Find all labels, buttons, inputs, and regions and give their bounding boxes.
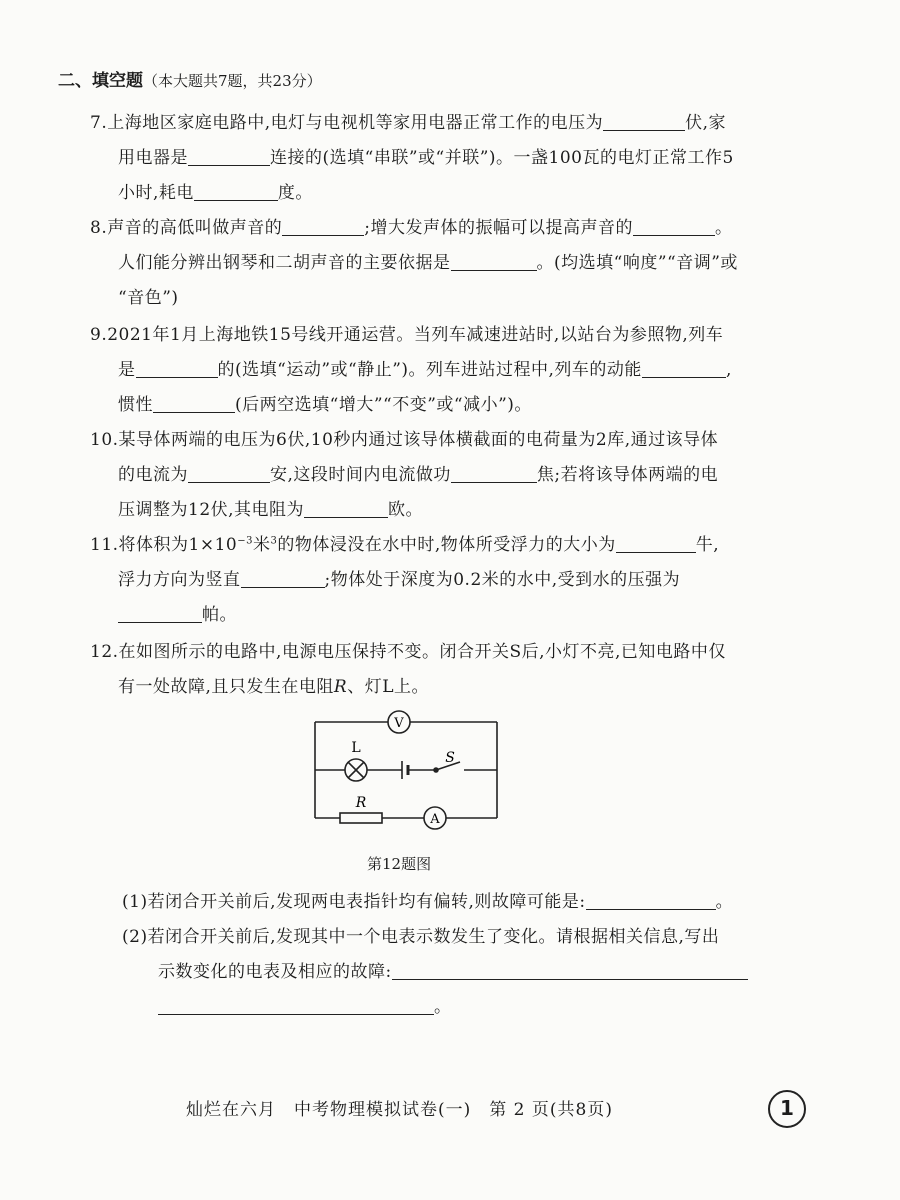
- q7-line-1: [90, 108, 726, 133]
- q12-line-2: [118, 672, 429, 697]
- q8-text: 8.声音的高低叫做声音的: [90, 218, 283, 238]
- q11-blank-2[interactable]: [241, 570, 325, 588]
- q8-text: 人们能分辨出钢琴和二胡声音的主要依据是: [118, 253, 451, 273]
- q11-text: 帕。: [202, 605, 237, 625]
- sub2-text: 。: [434, 997, 452, 1017]
- q11-text: ;物体处于深度为0.2米的水中,受到水的压强为: [324, 570, 681, 590]
- q11-text: 的物体浸没在水中时,物体所受浮力的大小为: [277, 535, 616, 555]
- q7-blank-2[interactable]: [188, 148, 270, 166]
- q12-text: 、灯L上。: [347, 677, 430, 697]
- voltmeter-label: V: [394, 716, 404, 731]
- sub2-line-3: [158, 992, 452, 1017]
- q9-blank-2[interactable]: [642, 360, 726, 378]
- page-footer: 灿烂在六月 中考物理模拟试卷(一) 第 2 页(共8页): [186, 1100, 613, 1120]
- q10-text: 安,这段时间内电流做功: [270, 465, 451, 485]
- q12-line-1: [90, 637, 726, 662]
- figure-caption: 第12题图: [367, 855, 432, 873]
- q7-text: 连接的(选填“串联”或“并联”)。一盏100瓦的电灯正常工作5: [270, 148, 734, 168]
- sub2-text: (2)若闭合开关前后,发现其中一个电表示数发生了变化。请根据相关信息,写出: [122, 927, 720, 947]
- resistor-label: R: [355, 795, 367, 811]
- q7-text: 度。: [277, 183, 313, 203]
- q7-line-3: [118, 178, 313, 203]
- sub2-blank-2[interactable]: [158, 997, 434, 1015]
- switch-label: S: [445, 750, 455, 766]
- q8-blank-2[interactable]: [633, 218, 715, 236]
- q12-text: 12.在如图所示的电路中,电源电压保持不变。闭合开关S后,小灯不亮,已知电路中仅: [90, 642, 726, 662]
- section-note: （本大题共7题，共23分）: [143, 72, 322, 90]
- q10-text: 压调整为12伏,其电阻为: [118, 500, 305, 520]
- sub1-text: 。: [715, 892, 734, 912]
- q10-blank-3[interactable]: [304, 500, 388, 518]
- section-heading: [58, 66, 322, 91]
- q10-text: 欧。: [388, 500, 424, 520]
- sub1-blank[interactable]: [586, 892, 716, 910]
- q11-text: 米: [252, 535, 271, 555]
- q9-text: ,: [725, 360, 732, 380]
- q12-resistor-symbol: R: [333, 677, 348, 697]
- lamp-label: L: [351, 740, 361, 756]
- q9-line-2: [118, 355, 732, 380]
- q11-exponent: 3: [270, 535, 278, 547]
- q8-text: ;增大发声体的振幅可以提高声音的: [364, 218, 633, 238]
- section-title: 二、填空题: [58, 71, 143, 91]
- q8-line-2: [118, 248, 738, 273]
- ammeter-label: A: [430, 812, 440, 827]
- q9-text: (后两空选填“增大”“不变”或“减小”)。: [235, 395, 532, 415]
- q11-exponent: −3: [237, 535, 253, 547]
- q9-line-1: [90, 320, 723, 345]
- q10-blank-1[interactable]: [188, 465, 270, 483]
- q11-line-3: [118, 600, 237, 625]
- q7-blank-1[interactable]: [603, 113, 685, 131]
- q10-line-2: [118, 460, 718, 485]
- q7-text: 伏,家: [685, 113, 727, 133]
- q8-blank-1[interactable]: [282, 218, 364, 236]
- q12-text: 有一处故障,且只发生在电阻: [118, 677, 334, 697]
- q10-blank-2[interactable]: [451, 465, 537, 483]
- q11-line-2: [118, 565, 680, 590]
- q7-blank-3[interactable]: [194, 183, 278, 201]
- sequence-mark: 1: [768, 1090, 806, 1128]
- q8-text: “音色”): [118, 288, 179, 308]
- q7-text: 7.上海地区家庭电路中,电灯与电视机等家用电器正常工作的电压为: [90, 113, 604, 133]
- q7-line-2: [118, 143, 734, 168]
- sub2-line-2: [158, 957, 748, 982]
- q7-text: 小时,耗电: [118, 183, 194, 203]
- q8-line-3: [118, 283, 179, 308]
- q11-line-1: [90, 530, 719, 555]
- sub1-line: [122, 887, 733, 912]
- q10-text: 10.某导体两端的电压为6伏,10秒内通过该导体横截面的电荷量为2库,通过该导体: [90, 430, 719, 450]
- q9-text: 9.2021年1月上海地铁15号线开通运营。当列车减速进站时,以站台为参照物,列车: [90, 325, 724, 345]
- q9-blank-1[interactable]: [136, 360, 218, 378]
- q8-text: 。: [714, 218, 733, 238]
- q9-blank-3[interactable]: [153, 395, 235, 413]
- q10-line-3: [118, 495, 423, 520]
- q11-blank-1[interactable]: [616, 535, 696, 553]
- q11-text: 11.将体积为1×10: [90, 535, 238, 555]
- q8-blank-3[interactable]: [451, 253, 537, 271]
- q8-text: 。(均选填“响度”“音调”或: [536, 253, 738, 273]
- sub2-line-1: [122, 922, 719, 947]
- q10-text: 焦;若将该导体两端的电: [536, 465, 719, 485]
- resistor-symbol: [340, 813, 382, 823]
- q9-text: 是: [118, 360, 136, 380]
- sub1-text: (1)若闭合开关前后,发现两电表指针均有偏转,则故障可能是:: [122, 892, 586, 912]
- q10-line-1: [90, 425, 718, 450]
- q7-text: 用电器是: [118, 148, 188, 168]
- q9-text: 的(选填“运动”或“静止”)。列车进站过程中,列车的动能: [217, 360, 642, 380]
- q11-text: 牛,: [695, 535, 720, 555]
- sub2-blank-1[interactable]: [392, 962, 748, 980]
- q9-line-3: [118, 390, 532, 415]
- q8-line-1: [90, 213, 732, 238]
- sub2-text: 示数变化的电表及相应的故障:: [158, 962, 392, 982]
- q11-blank-3[interactable]: [118, 605, 202, 623]
- q11-text: 浮力方向为竖直: [118, 570, 241, 590]
- q10-text: 的电流为: [118, 465, 188, 485]
- q9-text: 惯性: [118, 395, 153, 415]
- circuit-diagram: [300, 700, 510, 845]
